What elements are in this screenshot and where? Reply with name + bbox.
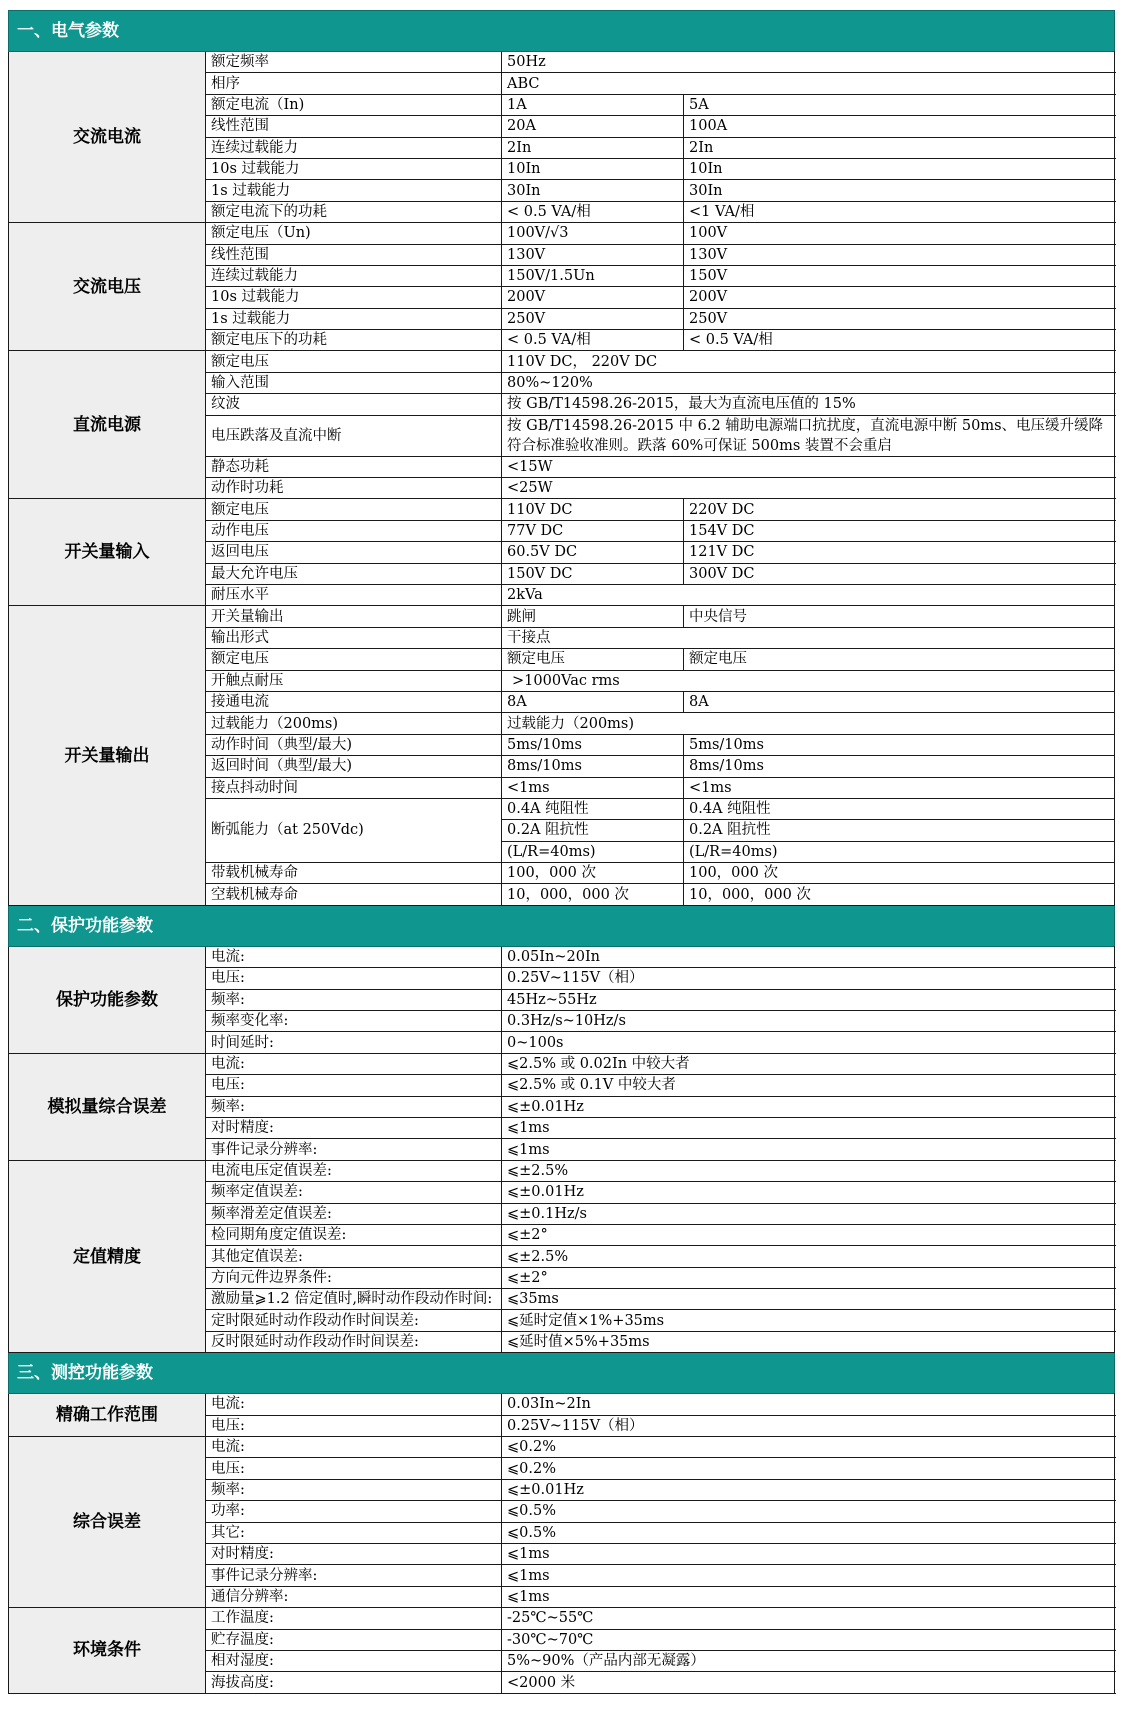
- value-cell: 30In: [502, 180, 684, 201]
- param-label: 动作电压: [206, 520, 502, 541]
- table-row: [9, 606, 1115, 627]
- param-label: 返回电压: [206, 542, 502, 563]
- value-cell: <1ms: [502, 777, 684, 798]
- value-cell: 150V/1.5Un: [502, 265, 684, 286]
- param-label: 电压:: [206, 1075, 502, 1096]
- value-cell: 150V: [684, 265, 1115, 286]
- param-label: 连续过载能力: [206, 265, 502, 286]
- group-label: 交流电流: [9, 52, 206, 223]
- param-label: 空载机械寿命: [206, 884, 502, 905]
- value-cell: 77V DC: [502, 520, 684, 541]
- group-label: 保护功能参数: [9, 946, 206, 1053]
- param-label: 其他定值误差:: [206, 1246, 502, 1267]
- value-cell: 2kVa: [502, 584, 1115, 605]
- value-cell: 8ms/10ms: [502, 756, 684, 777]
- value-cell: 0.2A 阻抗性: [502, 820, 684, 841]
- group-label: 环境条件: [9, 1608, 206, 1694]
- value-cell: 额定电压: [684, 649, 1115, 670]
- value-cell: 0.4A 纯阻性: [684, 798, 1115, 819]
- param-label: 对时精度:: [206, 1544, 502, 1565]
- value-cell: ⩽0.2%: [502, 1437, 1115, 1458]
- value-cell: ⩽1ms: [502, 1139, 1115, 1160]
- group-label: 交流电压: [9, 223, 206, 351]
- value-cell: ⩽±2.5%: [502, 1160, 1115, 1181]
- value-cell: 过载能力（200ms): [502, 713, 1115, 734]
- value-cell: 110V DC， 220V DC: [502, 351, 1115, 372]
- value-cell: 0.4A 纯阻性: [502, 798, 684, 819]
- table-row: [9, 1394, 1115, 1415]
- value-cell: 150V DC: [502, 563, 684, 584]
- param-label: 贮存温度:: [206, 1629, 502, 1650]
- value-cell: 干接点: [502, 627, 1115, 648]
- value-cell: 300V DC: [684, 563, 1115, 584]
- value-cell: 10，000，000 次: [684, 884, 1115, 905]
- value-cell: (L/R=40ms): [502, 841, 684, 862]
- param-label: 电流:: [206, 1437, 502, 1458]
- param-label: 定时限延时动作段动作时间误差:: [206, 1310, 502, 1331]
- value-cell: 100，000 次: [502, 863, 684, 884]
- section-header: [9, 905, 1115, 946]
- value-cell: ⩽1ms: [502, 1117, 1115, 1138]
- param-label: 事件记录分辨率:: [206, 1565, 502, 1586]
- param-label: 线性范围: [206, 116, 502, 137]
- value-cell: 250V: [684, 308, 1115, 329]
- value-cell: ⩽±0.01Hz: [502, 1096, 1115, 1117]
- value-cell: 220V DC: [684, 499, 1115, 520]
- param-label: 反时限延时动作段动作时间误差:: [206, 1331, 502, 1352]
- value-cell: 0.25V~115V（相）: [502, 968, 1115, 989]
- value-cell: 100，000 次: [684, 863, 1115, 884]
- value-cell: < 0.5 VA/相: [684, 330, 1115, 351]
- param-label: 输入范围: [206, 372, 502, 393]
- value-cell: 0~100s: [502, 1032, 1115, 1053]
- value-cell: ⩽35ms: [502, 1289, 1115, 1310]
- group-label: 定值精度: [9, 1160, 206, 1353]
- param-label: 额定电流（In): [206, 94, 502, 115]
- spec-sheet: [8, 10, 1114, 1694]
- param-label: 工作温度:: [206, 1608, 502, 1629]
- group-label: 精确工作范围: [9, 1394, 206, 1437]
- section-title: 三、测控功能参数: [9, 1353, 1115, 1394]
- value-cell: 2In: [502, 137, 684, 158]
- value-cell: ⩽±2°: [502, 1224, 1115, 1245]
- value-cell: 5%~90%（产品内部无凝露）: [502, 1650, 1115, 1671]
- value-cell: 200V: [684, 287, 1115, 308]
- value-cell: ⩽1ms: [502, 1565, 1115, 1586]
- param-label: 额定电压下的功耗: [206, 330, 502, 351]
- param-label: 频率滑差定值误差:: [206, 1203, 502, 1224]
- param-label: 频率定值误差:: [206, 1182, 502, 1203]
- param-label: 频率:: [206, 989, 502, 1010]
- param-label: 额定电流下的功耗: [206, 201, 502, 222]
- param-label: 纹波: [206, 394, 502, 415]
- group-label: 直流电源: [9, 351, 206, 499]
- value-cell: ⩽1ms: [502, 1586, 1115, 1607]
- value-cell: < 0.5 VA/相: [502, 201, 684, 222]
- value-cell: 100V: [684, 223, 1115, 244]
- param-label: 过载能力（200ms): [206, 713, 502, 734]
- param-label: 断弧能力（at 250Vdc): [206, 798, 502, 862]
- table-row: [9, 499, 1115, 520]
- param-label: 电压:: [206, 1458, 502, 1479]
- param-label: 方向元件边界条件:: [206, 1267, 502, 1288]
- param-label: 电流电压定值误差:: [206, 1160, 502, 1181]
- value-cell: 额定电压: [502, 649, 684, 670]
- param-label: 10s 过载能力: [206, 287, 502, 308]
- value-cell: 110V DC: [502, 499, 684, 520]
- value-cell: <2000 米: [502, 1672, 1115, 1693]
- param-label: 10s 过载能力: [206, 158, 502, 179]
- param-label: 激励量⩾1.2 倍定值时,瞬时动作段动作时间:: [206, 1289, 502, 1310]
- param-label: 对时精度:: [206, 1117, 502, 1138]
- group-label: 开关量输入: [9, 499, 206, 606]
- value-cell: 45Hz~55Hz: [502, 989, 1115, 1010]
- param-label: 相序: [206, 73, 502, 94]
- value-cell: ⩽2.5% 或 0.1V 中较大者: [502, 1075, 1115, 1096]
- value-cell: 60.5V DC: [502, 542, 684, 563]
- value-cell: 0.2A 阻抗性: [684, 820, 1115, 841]
- value-cell: < 0.5 VA/相: [502, 330, 684, 351]
- value-cell: 0.3Hz/s~10Hz/s: [502, 1011, 1115, 1032]
- value-cell: -25℃~55℃: [502, 1608, 1115, 1629]
- param-label: 额定电压: [206, 499, 502, 520]
- value-cell: >1000Vac rms: [502, 670, 1115, 691]
- value-cell: 0.03In~2In: [502, 1394, 1115, 1415]
- value-cell: 200V: [502, 287, 684, 308]
- param-label: 频率:: [206, 1479, 502, 1500]
- value-cell: 100V/√3: [502, 223, 684, 244]
- value-cell: 30In: [684, 180, 1115, 201]
- value-cell: 10，000，000 次: [502, 884, 684, 905]
- group-label: 综合误差: [9, 1437, 206, 1608]
- param-label: 返回时间（典型/最大): [206, 756, 502, 777]
- value-cell: -30℃~70℃: [502, 1629, 1115, 1650]
- param-label: 额定电压: [206, 351, 502, 372]
- value-cell: 跳闸: [502, 606, 684, 627]
- param-label: 其它:: [206, 1522, 502, 1543]
- param-label: 输出形式: [206, 627, 502, 648]
- group-label: 模拟量综合误差: [9, 1053, 206, 1160]
- value-cell: 250V: [502, 308, 684, 329]
- param-label: 接点抖动时间: [206, 777, 502, 798]
- value-cell: 130V: [502, 244, 684, 265]
- param-label: 最大允许电压: [206, 563, 502, 584]
- param-label: 动作时功耗: [206, 478, 502, 499]
- value-cell: <15W: [502, 456, 1115, 477]
- param-label: 检同期角度定值误差:: [206, 1224, 502, 1245]
- table-row: [9, 1608, 1115, 1629]
- value-cell: 20A: [502, 116, 684, 137]
- value-cell: ⩽±0.1Hz/s: [502, 1203, 1115, 1224]
- value-cell: ⩽±2°: [502, 1267, 1115, 1288]
- param-label: 海拔高度:: [206, 1672, 502, 1693]
- param-label: 额定频率: [206, 52, 502, 73]
- table-row: [9, 946, 1115, 967]
- value-cell: ⩽2.5% 或 0.02In 中较大者: [502, 1053, 1115, 1074]
- value-cell: ⩽0.5%: [502, 1522, 1115, 1543]
- param-label: 时间延时:: [206, 1032, 502, 1053]
- value-cell: <1 VA/相: [684, 201, 1115, 222]
- value-cell: 8A: [684, 691, 1115, 712]
- table-row: [9, 1160, 1115, 1181]
- value-cell: ⩽±2.5%: [502, 1246, 1115, 1267]
- param-label: 线性范围: [206, 244, 502, 265]
- value-cell: ⩽±0.01Hz: [502, 1182, 1115, 1203]
- param-label: 1s 过载能力: [206, 308, 502, 329]
- value-cell: 按 GB/T14598.26-2015 中 6.2 辅助电源端口抗扰度，直流电源中断 50ms、电压缓升缓降符合标准验收准则。跌落 60%可保证 500ms 装置不会重启: [502, 415, 1115, 456]
- value-cell: ⩽0.5%: [502, 1501, 1115, 1522]
- param-label: 通信分辨率:: [206, 1586, 502, 1607]
- value-cell: ⩽1ms: [502, 1544, 1115, 1565]
- param-label: 开触点耐压: [206, 670, 502, 691]
- table-row: [9, 1053, 1115, 1074]
- param-label: 接通电流: [206, 691, 502, 712]
- param-label: 动作时间（典型/最大): [206, 734, 502, 755]
- value-cell: 5A: [684, 94, 1115, 115]
- section-header: [9, 11, 1115, 52]
- param-label: 带载机械寿命: [206, 863, 502, 884]
- param-label: 电流:: [206, 1053, 502, 1074]
- param-label: 功率:: [206, 1501, 502, 1522]
- value-cell: 154V DC: [684, 520, 1115, 541]
- value-cell: 0.05In~20In: [502, 946, 1115, 967]
- value-cell: 0.25V~115V（相）: [502, 1415, 1115, 1436]
- param-label: 电压:: [206, 968, 502, 989]
- table-row: [9, 351, 1115, 372]
- value-cell: 8A: [502, 691, 684, 712]
- value-cell: 50Hz: [502, 52, 1115, 73]
- value-cell: <25W: [502, 478, 1115, 499]
- param-label: 相对湿度:: [206, 1650, 502, 1671]
- table-row: [9, 223, 1115, 244]
- value-cell: 1A: [502, 94, 684, 115]
- param-label: 额定电压（Un): [206, 223, 502, 244]
- section-title: 二、保护功能参数: [9, 905, 1115, 946]
- param-label: 开关量输出: [206, 606, 502, 627]
- param-label: 电压跌落及直流中断: [206, 415, 502, 456]
- param-label: 电流:: [206, 946, 502, 967]
- value-cell: (L/R=40ms): [684, 841, 1115, 862]
- param-label: 电流:: [206, 1394, 502, 1415]
- value-cell: <1ms: [684, 777, 1115, 798]
- value-cell: 5ms/10ms: [502, 734, 684, 755]
- param-label: 频率变化率:: [206, 1011, 502, 1032]
- value-cell: ⩽±0.01Hz: [502, 1479, 1115, 1500]
- value-cell: 8ms/10ms: [684, 756, 1115, 777]
- param-label: 静态功耗: [206, 456, 502, 477]
- value-cell: ABC: [502, 73, 1115, 94]
- value-cell: 121V DC: [684, 542, 1115, 563]
- param-label: 频率:: [206, 1096, 502, 1117]
- table-row: [9, 52, 1115, 73]
- value-cell: ⩽0.2%: [502, 1458, 1115, 1479]
- value-cell: 10In: [502, 158, 684, 179]
- group-label: 开关量输出: [9, 606, 206, 905]
- value-cell: 5ms/10ms: [684, 734, 1115, 755]
- param-label: 连续过载能力: [206, 137, 502, 158]
- value-cell: ⩽延时值×5%+35ms: [502, 1331, 1115, 1352]
- value-cell: 10In: [684, 158, 1115, 179]
- param-label: 额定电压: [206, 649, 502, 670]
- section-title: 一、电气参数: [9, 11, 1115, 52]
- value-cell: 2In: [684, 137, 1115, 158]
- value-cell: 100A: [684, 116, 1115, 137]
- value-cell: ⩽延时定值×1%+35ms: [502, 1310, 1115, 1331]
- table-row: [9, 1437, 1115, 1458]
- value-cell: 130V: [684, 244, 1115, 265]
- value-cell: 按 GB/T14598.26-2015，最大为直流电压值的 15%: [502, 394, 1115, 415]
- value-cell: 80%~120%: [502, 372, 1115, 393]
- value-cell: 中央信号: [684, 606, 1115, 627]
- param-label: 1s 过载能力: [206, 180, 502, 201]
- specification-table: [8, 10, 1115, 1694]
- param-label: 电压:: [206, 1415, 502, 1436]
- param-label: 耐压水平: [206, 584, 502, 605]
- section-header: [9, 1353, 1115, 1394]
- param-label: 事件记录分辨率:: [206, 1139, 502, 1160]
